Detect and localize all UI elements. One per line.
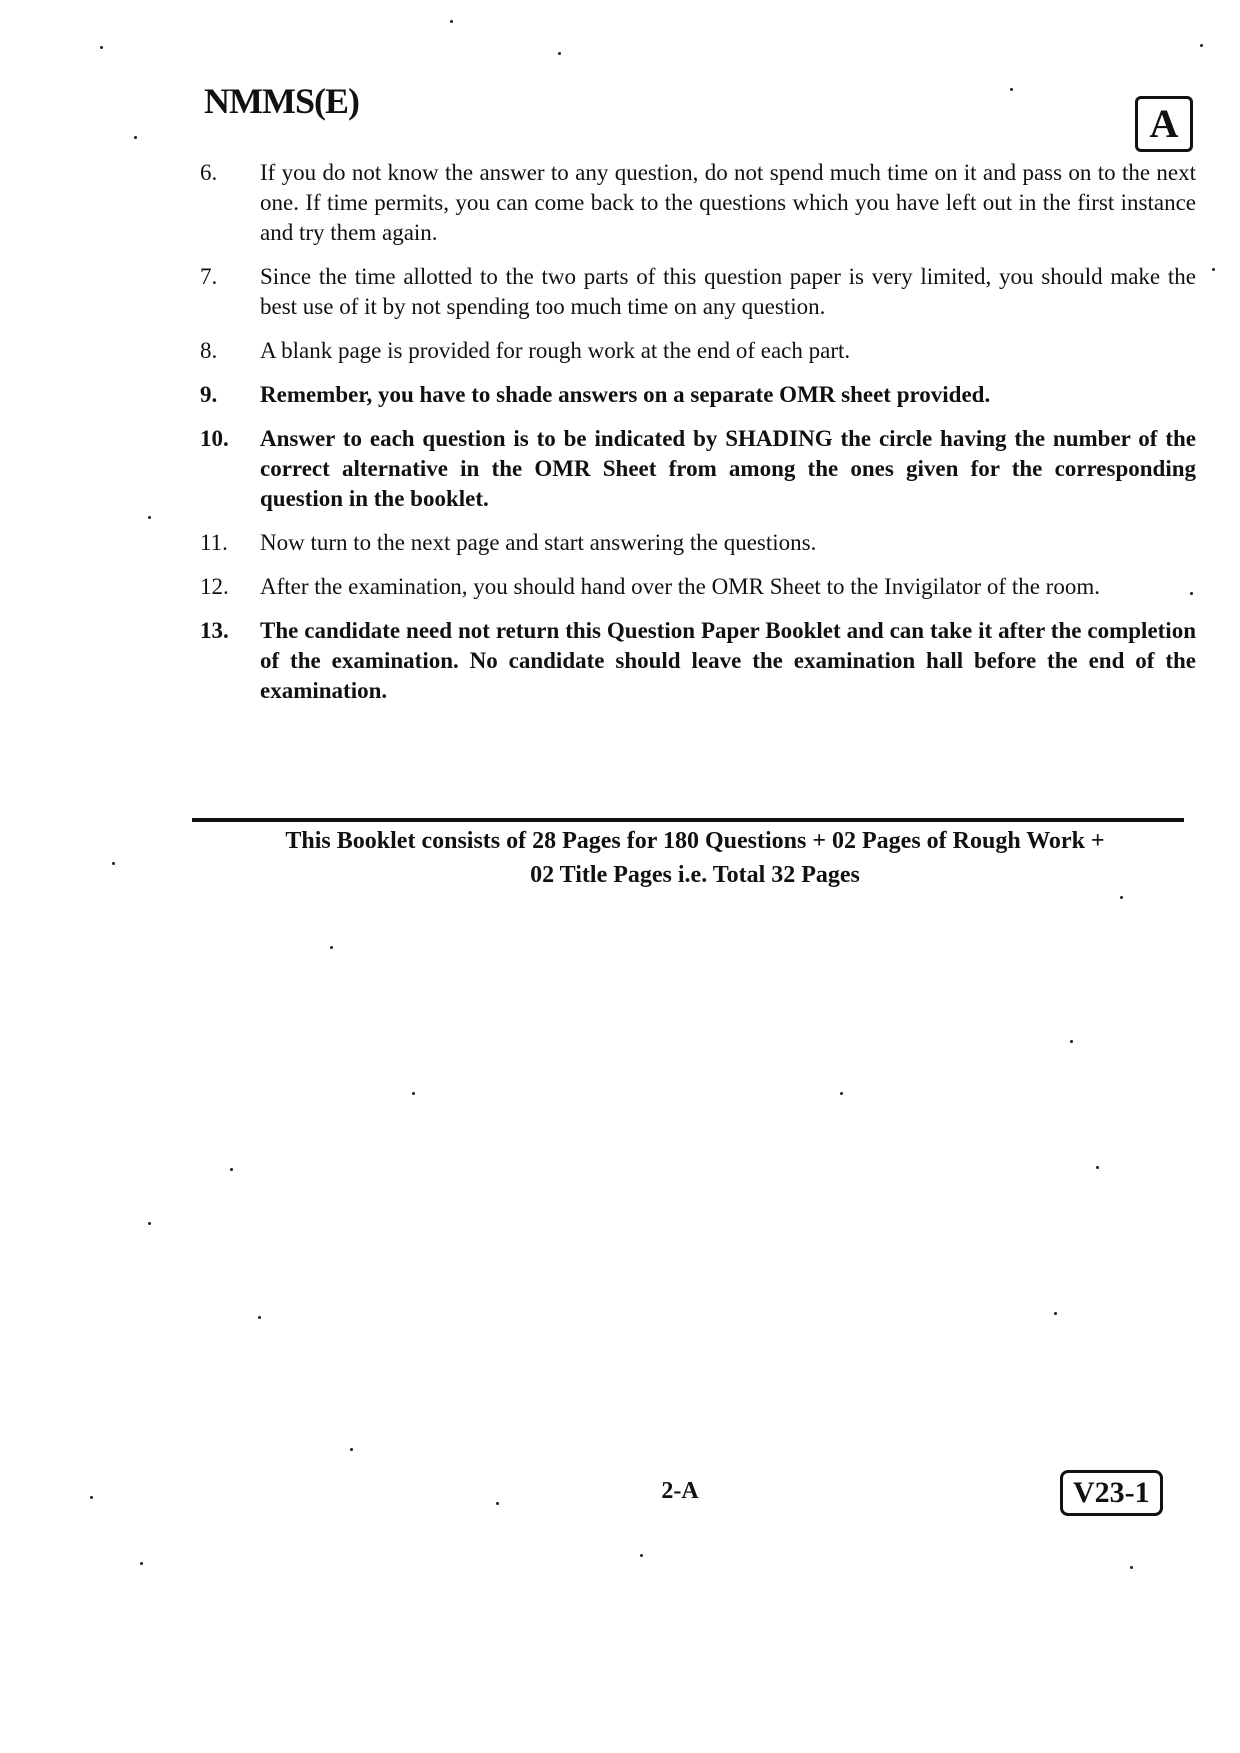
instruction-text: Remember, you have to shade answers on a separate OMR sheet provided. xyxy=(260,382,991,407)
instruction-number: 13. xyxy=(200,618,229,643)
instruction-text: A blank page is provided for rough work at the end of each part. xyxy=(260,338,851,363)
scan-speck xyxy=(90,1496,93,1499)
exam-code: NMMS(E) xyxy=(204,81,359,121)
scan-speck xyxy=(558,52,561,55)
scan-speck xyxy=(450,20,453,23)
scan-speck xyxy=(1212,268,1215,271)
instructions-list xyxy=(196,158,1196,720)
scan-speck xyxy=(134,136,137,139)
scan-speck xyxy=(330,946,333,949)
scan-speck xyxy=(1130,1566,1133,1569)
instruction-text: Now turn to the next page and start answering the questions. xyxy=(260,530,817,555)
instruction-number: 12. xyxy=(200,574,229,599)
scan-speck xyxy=(148,1222,151,1225)
instruction-text: Answer to each question is to be indicated by SHADING the circle having the number of the correct alternative in the OMR Sheet from among the ones given for the corresponding question in the booklet. xyxy=(260,426,1196,511)
instruction-item xyxy=(196,616,1196,706)
section-divider xyxy=(192,818,1184,822)
instruction-number: 10. xyxy=(200,426,229,451)
summary-line-1: This Booklet consists of 28 Pages for 180 Questions + 02 Pages of Rough Work + xyxy=(285,828,1105,854)
scan-speck xyxy=(1096,1166,1099,1169)
question-set-box: A xyxy=(1135,96,1193,152)
instruction-item xyxy=(196,528,1196,558)
booklet-summary xyxy=(200,824,1190,892)
summary-line-2: 02 Title Pages i.e. Total 32 Pages xyxy=(530,862,860,888)
scan-speck xyxy=(640,1554,643,1557)
scan-speck xyxy=(100,46,103,49)
scan-speck xyxy=(112,862,115,865)
scan-speck xyxy=(1200,44,1203,47)
scan-speck xyxy=(258,1316,261,1319)
instruction-item xyxy=(196,380,1196,410)
scan-speck xyxy=(1120,896,1123,899)
page-number: 2-A xyxy=(661,1478,699,1504)
scan-speck xyxy=(1054,1312,1057,1315)
instruction-item xyxy=(196,424,1196,514)
scan-speck xyxy=(350,1448,353,1451)
instruction-number: 8. xyxy=(200,338,218,363)
instruction-text: After the examination, you should hand over the OMR Sheet to the Invigilator of the room. xyxy=(260,574,1100,599)
scan-speck xyxy=(1010,88,1013,91)
instruction-text: If you do not know the answer to any question, do not spend much time on it and pass on to the next one. If time permits, you can come back to the questions which you have left out in the first instance and try them again. xyxy=(260,160,1196,245)
instruction-number: 11. xyxy=(200,530,228,555)
instruction-text: Since the time allotted to the two parts of this question paper is very limited, you should make the best use of it by not spending too much time on any question. xyxy=(260,264,1196,319)
instruction-text: The candidate need not return this Question Paper Booklet and can take it after the completion of the examination. No candidate should leave the examination hall before the end of the examination. xyxy=(260,618,1196,703)
scan-speck xyxy=(412,1092,415,1095)
version-code-box: V23-1 xyxy=(1060,1470,1163,1516)
instruction-item xyxy=(196,336,1196,366)
instruction-item xyxy=(196,572,1196,602)
scan-speck xyxy=(496,1502,499,1505)
instruction-item xyxy=(196,262,1196,322)
instruction-number: 7. xyxy=(200,264,218,289)
scan-speck xyxy=(840,1092,843,1095)
scan-speck xyxy=(140,1562,143,1565)
scan-speck xyxy=(1190,592,1193,595)
instruction-number: 6. xyxy=(200,160,218,185)
instruction-number: 9. xyxy=(200,382,218,407)
scan-speck xyxy=(1070,1040,1073,1043)
scan-speck xyxy=(148,516,151,519)
instruction-item xyxy=(196,158,1196,248)
scan-speck xyxy=(230,1168,233,1171)
